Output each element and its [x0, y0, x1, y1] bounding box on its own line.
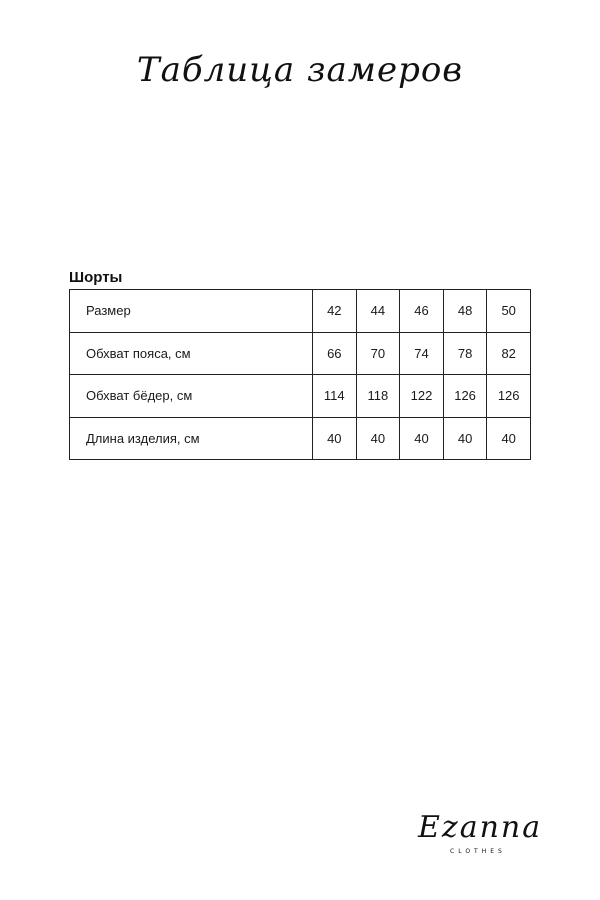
- table-row: [70, 417, 531, 460]
- table-cell: 126: [487, 375, 531, 418]
- table-cell: 48: [443, 290, 487, 333]
- table-cell: 40: [313, 417, 357, 460]
- table-cell: 118: [356, 375, 400, 418]
- row-label: Длина изделия, см: [70, 417, 313, 460]
- table-cell: 46: [400, 290, 444, 333]
- table-cell: 114: [313, 375, 357, 418]
- table-row: [70, 290, 531, 333]
- brand-logo: [410, 808, 570, 868]
- table-cell: 122: [400, 375, 444, 418]
- table-cell: 74: [400, 332, 444, 375]
- page-title: Таблица замеров: [136, 50, 464, 90]
- size-table: [69, 289, 531, 460]
- row-label: Обхват бёдер, см: [70, 375, 313, 418]
- table-cell: 70: [356, 332, 400, 375]
- table-cell: 42: [313, 290, 357, 333]
- table-cell: 40: [487, 417, 531, 460]
- table-cell: 40: [356, 417, 400, 460]
- table-row: [70, 332, 531, 375]
- table-cell: 50: [487, 290, 531, 333]
- table-cell: 78: [443, 332, 487, 375]
- table-cell: 126: [443, 375, 487, 418]
- logo-subtitle: CLOTHES: [450, 848, 506, 855]
- logo-wordmark: Ezanna: [418, 810, 543, 845]
- table-cell: 82: [487, 332, 531, 375]
- row-label: Обхват пояса, см: [70, 332, 313, 375]
- table-cell: 40: [443, 417, 487, 460]
- section-title: Шорты: [69, 269, 123, 286]
- table-cell: 44: [356, 290, 400, 333]
- table-row: [70, 375, 531, 418]
- row-label: Размер: [70, 290, 313, 333]
- table-cell: 40: [400, 417, 444, 460]
- table-cell: 66: [313, 332, 357, 375]
